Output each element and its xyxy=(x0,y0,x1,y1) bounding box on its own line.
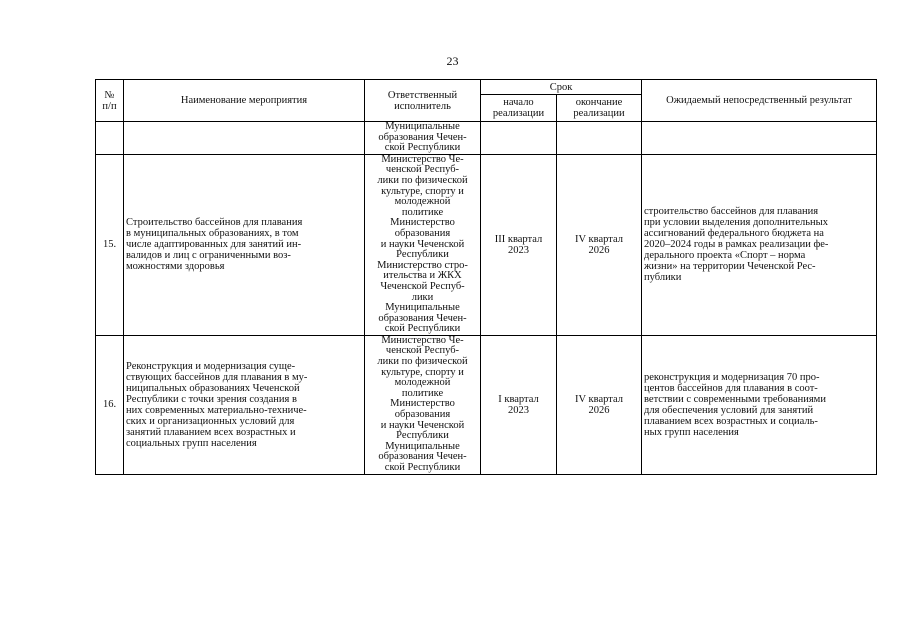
table-row xyxy=(96,335,877,474)
responsible-executor-line: Министерство xyxy=(390,398,455,410)
responsible-executor-line: политике xyxy=(401,206,444,218)
start-term-line: III квартал xyxy=(494,233,543,245)
expected-result-line: ветствии с современными требованиями xyxy=(644,393,826,405)
responsible-executor-line: Республики xyxy=(396,430,449,442)
expected-result xyxy=(642,335,877,474)
measure-name-line: Республики с точки зрения создания в xyxy=(126,393,297,405)
measure-name xyxy=(124,335,365,474)
responsible-executor-line: ской Республики xyxy=(384,323,461,335)
end-term xyxy=(557,122,642,155)
expected-result-line: 2020–2024 годы в рамках реализации фе- xyxy=(644,239,829,251)
responsible-executor-line: Министерство Че- xyxy=(381,153,464,165)
responsible-executor-line: Министерство Че- xyxy=(381,334,464,346)
expected-result-line: при условии выделения дополнительных xyxy=(644,217,828,229)
measure-name-line: можностями здоровья xyxy=(126,261,225,273)
measure-name xyxy=(124,122,365,155)
responsible-executor-line: Министерство xyxy=(390,217,455,229)
responsible-executor-line: ительства и ЖКХ xyxy=(383,270,462,282)
measure-name-line: валидов и лиц с ограниченными воз- xyxy=(126,250,291,262)
page-number: 23 xyxy=(446,54,459,68)
header-num: № п/п xyxy=(96,80,124,122)
measure-name-line: ниципальных образованиях Чеченской xyxy=(126,382,300,394)
measure-name-line: Строительство бассейнов для плавания xyxy=(126,217,303,229)
responsible-executor-line: образования Чечен- xyxy=(378,131,467,143)
responsible-executor-line: ской Республики xyxy=(384,142,461,154)
expected-result-line: строительство бассейнов для плавания xyxy=(644,206,819,218)
measure-name xyxy=(124,154,365,335)
expected-result xyxy=(642,122,877,155)
expected-result-line: центов бассейнов для плавания в соот- xyxy=(644,382,818,394)
row-number xyxy=(96,122,124,155)
responsible-executor-line: Муниципальные xyxy=(385,121,460,132)
end-term xyxy=(557,154,642,335)
end-term-line: 2026 xyxy=(588,244,610,256)
responsible-executor-line: молодежной xyxy=(394,196,451,208)
responsible-executor-line: Муниципальные xyxy=(385,302,460,314)
expected-result xyxy=(642,154,877,335)
measure-name-line: Реконструкция и модернизация суще- xyxy=(126,360,296,372)
measure-name-line: числе адаптированных для занятий ин- xyxy=(126,239,302,251)
start-term xyxy=(481,122,557,155)
expected-result-line: для обеспечения условий для занятий xyxy=(644,404,814,416)
measure-name-line: социальных групп населения xyxy=(126,437,257,449)
header-name: Наименование мероприятия xyxy=(124,80,365,122)
header-term: Срок xyxy=(481,80,642,95)
responsible-executor-line: лики xyxy=(411,291,434,303)
responsible-executor-line: политике xyxy=(401,387,444,399)
start-term-line: I квартал xyxy=(498,393,539,405)
row-number: 16. xyxy=(96,335,124,474)
responsible-executor-line: образования xyxy=(394,227,451,239)
end-term-line: 2026 xyxy=(588,404,610,416)
header-start: начало реализации xyxy=(481,95,557,122)
expected-result-line: жизни» на территории Чеченской Рес- xyxy=(644,261,816,273)
header-executor: Ответственный исполнитель xyxy=(365,80,481,122)
start-term xyxy=(481,154,557,335)
expected-result-line: ассигнований федерального бюджета на xyxy=(644,228,824,240)
responsible-executor-line: лики по физической xyxy=(377,174,468,186)
measure-name-line: ствующих бассейнов для плавания в му- xyxy=(126,371,308,383)
expected-result-line: публики xyxy=(644,272,682,284)
responsible-executor-line: ченской Респуб- xyxy=(385,345,460,357)
responsible-executor xyxy=(365,335,481,474)
responsible-executor-line: ской Республики xyxy=(384,462,461,473)
responsible-executor-line: и науки Чеченской xyxy=(380,419,465,431)
responsible-executor-line: ченской Респуб- xyxy=(385,164,460,176)
responsible-executor-line: Чеченской Респуб- xyxy=(380,280,465,292)
start-term-line: 2023 xyxy=(508,244,529,256)
measure-name-line: них современных материально-техниче- xyxy=(126,404,307,416)
responsible-executor-line: образования Чечен- xyxy=(378,451,467,463)
responsible-executor-line: образования xyxy=(394,409,451,421)
expected-result-line: реконструкция и модернизация 70 про- xyxy=(644,371,820,383)
responsible-executor xyxy=(365,154,481,335)
table-row xyxy=(96,154,877,335)
responsible-executor-line: Муниципальные xyxy=(385,440,460,452)
expected-result-line: дерального проекта «Спорт – норма xyxy=(644,250,806,262)
responsible-executor-line: и науки Чеченской xyxy=(380,238,465,250)
table-row xyxy=(96,122,877,155)
header-result: Ожидаемый непосредственный результат xyxy=(642,80,877,122)
end-term-line: IV квартал xyxy=(575,233,623,245)
responsible-executor-line: молодежной xyxy=(394,377,451,389)
header-end: окончание реализации xyxy=(557,95,642,122)
start-term-line: 2023 xyxy=(508,404,529,416)
measure-name-line: занятий плаванием всех возрастных и xyxy=(126,426,296,438)
measures-table xyxy=(95,79,877,475)
measure-name-line: ских и организационных условий для xyxy=(126,415,295,427)
responsible-executor-line: Министерство стро- xyxy=(377,259,468,271)
responsible-executor xyxy=(365,122,481,155)
end-term-line: IV квартал xyxy=(575,393,623,405)
expected-result-line: ных групп населения xyxy=(644,426,739,438)
responsible-executor-line: культуре, спорту и xyxy=(381,366,464,378)
responsible-executor-line: лики по физической xyxy=(377,356,468,368)
responsible-executor-line: Республики xyxy=(396,249,449,261)
expected-result-line: плаванием всех возрастных и социаль- xyxy=(644,415,818,427)
measure-name-line: в муниципальных образованиях, в том xyxy=(126,228,299,240)
responsible-executor-line: культуре, спорту и xyxy=(381,185,464,197)
end-term xyxy=(557,335,642,474)
start-term xyxy=(481,335,557,474)
row-number: 15. xyxy=(96,154,124,335)
responsible-executor-line: образования Чечен- xyxy=(378,312,467,324)
